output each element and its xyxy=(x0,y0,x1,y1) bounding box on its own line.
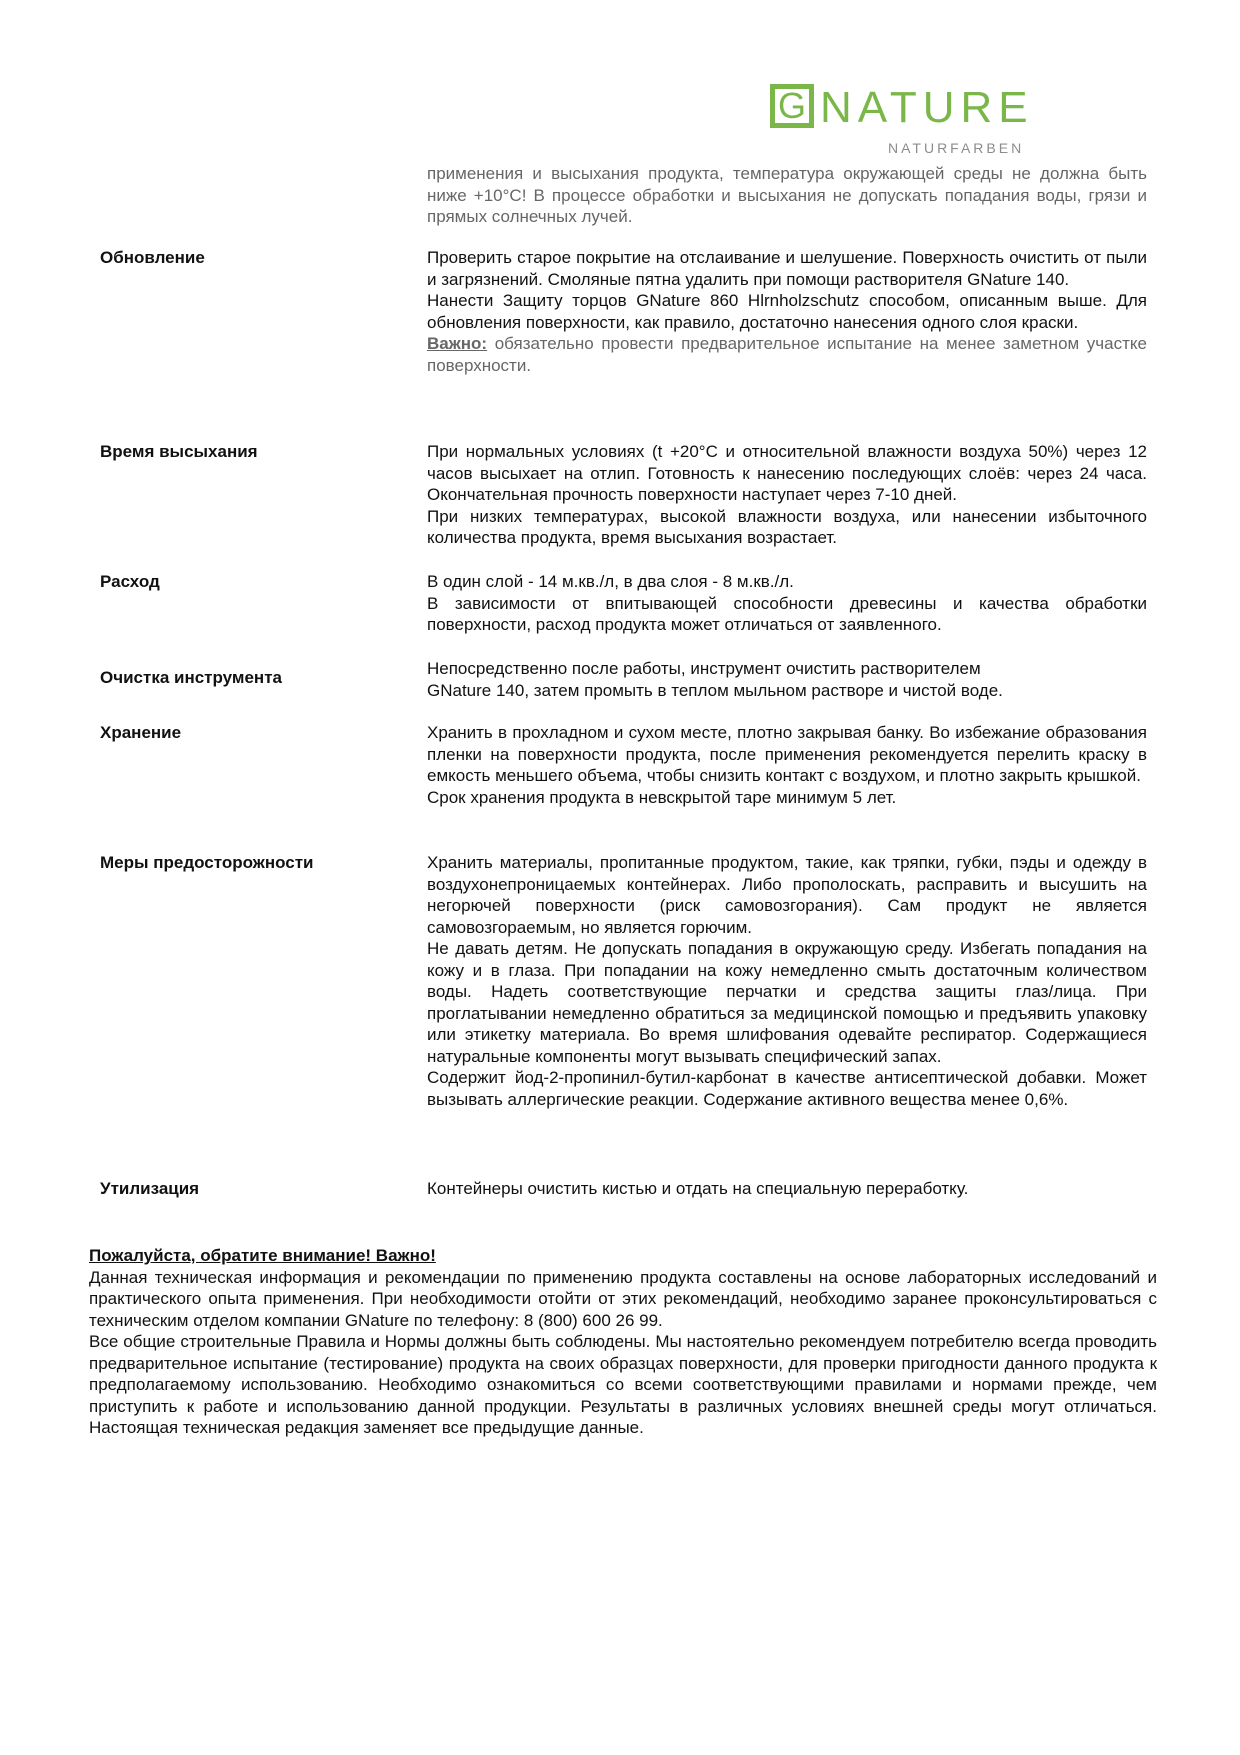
paragraph: Срок хранения продукта в невскрытой таре минимум 5 лет. xyxy=(427,787,897,807)
brand-logo xyxy=(770,84,1090,164)
logo-subtitle: NATURFARBEN xyxy=(888,140,1025,156)
important-text: обязательно провести предварительное испытание на менее заметном участке поверхности. xyxy=(427,334,1147,375)
paragraph: Содержит йод-2-пропинил-бутил-карбонат в качестве антисептической добавки. Может вызывать аллергические реакции. Содержание активного вещества менее 0,6%. xyxy=(427,1068,1147,1109)
section-label: Расход xyxy=(100,572,160,591)
paragraph: Нанести Защиту торцов GNature 860 Hlrnholzschutz способом, описанным выше. Для обновления поверхности, как правило, достаточно нанесения одного слоя краски. xyxy=(427,291,1147,332)
paragraph: Непосредственно после работы, инструмент очистить растворителем xyxy=(427,659,981,678)
paragraph: Хранить в прохладном и сухом месте, плотно закрывая банку. Во избежание образования пленки на поверхности продукта, после применения рекомендуется перелить краску в емкость меньшего объема, чтобы снизить контакт с воздухом, и плотно закрыть крышкой. xyxy=(427,723,1147,785)
section-body xyxy=(427,571,1147,636)
section-body xyxy=(427,658,1147,701)
notice-title: Пожалуйста, обратите внимание! Важно! xyxy=(89,1246,436,1265)
important-note xyxy=(427,333,1147,376)
section-body xyxy=(427,247,1147,376)
section-body xyxy=(427,1178,1147,1200)
logo-letter: G xyxy=(777,85,806,126)
section-body xyxy=(427,722,1147,808)
section-label: Обновление xyxy=(100,248,205,267)
section-label: Меры предосторожности xyxy=(100,853,314,872)
paragraph: Данная техническая информация и рекомендации по применению продукта составлены на основе лабораторных исследований и практического опыта применения. При необходимости отойти от этих рекомендаций, необходимо заранее проконсультироваться с техническим отделом компании GNature по телефону: 8 (800) 600 26 99. xyxy=(89,1267,1157,1330)
paragraph: При нормальных условиях (t +20°С и относительной влажности воздуха 50%) через 12 часов высыхает на отлип. Готовность к нанесению последующих слоёв: через 24 часа. Окончательная прочность поверхности наступает через 7-10 дней. xyxy=(427,442,1147,504)
section-body xyxy=(427,441,1147,549)
paragraph: Не давать детям. Не допускать попадания в окружающую среду. Избегать попадания на кожу и в глаза. При попадании на кожу немедленно смыть достаточным количеством воды. Надеть соответствующие перчатки и средства защиты глаз/лица. При проглатывании немедленно обратиться за медицинской помощью и предъявить упаковку или этикетку материала. Во время шлифования одевайте респиратор. Содержащиеся натуральные компоненты могут вызывать специфический запах. xyxy=(427,939,1147,1066)
paragraph: Контейнеры очистить кистью и отдать на специальную переработку. xyxy=(427,1179,969,1198)
important-label: Важно: xyxy=(427,334,488,353)
paragraph: Все общие строительные Правила и Нормы должны быть соблюдены. Мы настоятельно рекомендуем потребителю всегда проводить предварительное испытание (тестирование) продукта на своих образцах поверхности, для проверки пригодности данного продукта к предполагаемому использованию. Необходимо ознакомиться со всеми соответствующими правилами и нормами прежде, чем приступить к работе и использованию данной продукции. Результаты в различных условиях внешней среды могут отличаться. Настоящая техническая редакция заменяет все предыдущие данные. xyxy=(89,1332,1157,1437)
paragraph: В зависимости от впитывающей способности древесины и качества обработки поверхности, расход продукта может отличаться от заявленного. xyxy=(427,593,1147,634)
section-label: Время высыхания xyxy=(100,442,258,461)
section-label: Хранение xyxy=(100,723,182,742)
section-label: Очистка инструмента xyxy=(100,668,282,687)
paragraph: Хранить материалы, пропитанные продуктом, такие, как тряпки, губки, пэды и одежду в воздухонепроницаемых контейнерах. Либо прополоскать, расправить и высушить на негорючей поверхности (риск самовозгорания). Сам продукт не является самовозгораемым, но является горючим. xyxy=(427,853,1147,937)
section-label: Утилизация xyxy=(100,1179,200,1198)
important-notice xyxy=(89,1245,1157,1439)
paragraph: В один слой - 14 м.кв./л, в два слоя - 8 м.кв./л. xyxy=(427,572,794,591)
continuation-text: применения и высыхания продукта, температура окружающей среды не должна быть ниже +10°С! В процессе обработки и высыхания не допускать попадания воды, грязи и прямых солнечных лучей. xyxy=(427,164,1147,226)
paragraph: Проверить старое покрытие на отслаивание и шелушение. Поверхность очистить от пыли и загрязнений. Смоляные пятна удалить при помощи растворителя GNature 140. xyxy=(427,248,1147,289)
section-body xyxy=(427,852,1147,1110)
logo-word: NATURE xyxy=(820,83,1034,132)
paragraph: GNature 140, затем промыть в теплом мыльном растворе и чистой воде. xyxy=(427,680,1003,700)
paragraph: При низких температурах, высокой влажности воздуха, или нанесении избыточного количества продукта, время высыхания возрастает. xyxy=(427,506,1147,547)
